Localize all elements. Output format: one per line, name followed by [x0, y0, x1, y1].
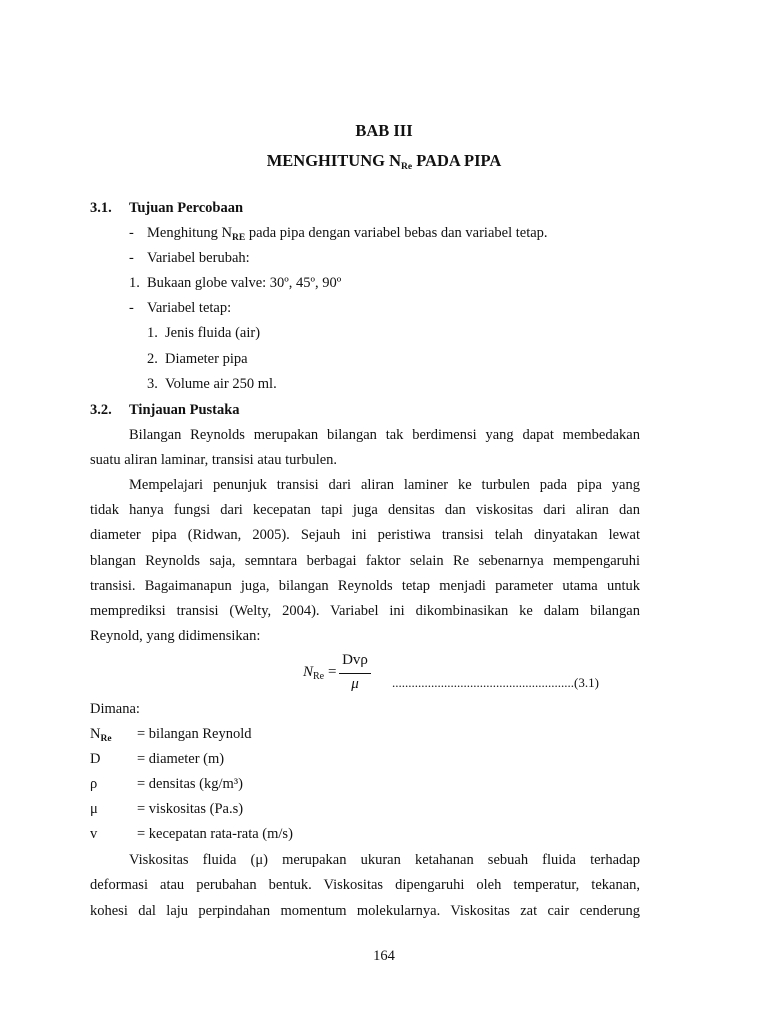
chapter-title: [0, 151, 768, 177]
where-label: Dimana:: [90, 701, 140, 717]
section-3-2-title: Tinjauan Pustaka: [129, 402, 240, 418]
definition-text: = densitas (kg/m³): [137, 776, 243, 792]
equation-number: ........................................................(3.1): [392, 675, 599, 690]
paragraph-line: blangan Reynolds saja, semntara berbagai faktor selain Re sebenarnya mempengaruhi: [90, 553, 640, 569]
chapter-title-pre: MENGHITUNG N: [266, 151, 401, 170]
bullet-dash: -: [129, 300, 134, 316]
list-number: 1.: [147, 325, 158, 341]
paragraph-line: diameter pipa (Ridwan, 2005). Sejauh ini peristiwa transisi telah dinyatakan lewat: [90, 527, 640, 543]
paragraph-line: Viskositas fluida (μ) merupakan ukuran ketahanan sebuah fluida terhadap: [129, 852, 640, 868]
varying-label: Variabel berubah:: [147, 250, 250, 266]
chapter-title-post: PADA PIPA: [412, 151, 502, 170]
page-number: 164: [373, 948, 395, 964]
definition-symbol: μ: [90, 801, 98, 817]
goal-pre: Menghitung N: [147, 225, 232, 241]
fixed-item: Jenis fluida (air): [165, 325, 261, 341]
definition-symbol: ρ: [90, 776, 98, 792]
paragraph-line: deformasi atau perubahan bentuk. Viskositas dipengaruhi oleh temperatur, tekanan,: [90, 877, 640, 893]
list-number: 1.: [129, 275, 140, 291]
paragraph-line: Bilangan Reynolds merupakan bilangan tak berdimensi yang dapat membedakan: [129, 427, 640, 443]
bullet-dash: -: [129, 225, 134, 241]
chapter-label: BAB III: [355, 121, 413, 140]
equation-lhs-symbol: N: [303, 664, 314, 680]
definition-symbol-main: N: [90, 726, 101, 742]
definition-symbol-sub: Re: [100, 734, 112, 744]
chapter-title-sub: Re: [401, 162, 413, 172]
definition-symbol: v: [90, 826, 98, 842]
fixed-label: Variabel tetap:: [147, 300, 232, 316]
paragraph-line: Reynold, yang didimensikan:: [90, 628, 261, 644]
definition-symbol: [90, 724, 112, 749]
definition-text: = kecepatan rata-rata (m/s): [137, 826, 293, 842]
paragraph-line: Mempelajari penunjuk transisi dari aliran laminer ke turbulen pada pipa yang: [129, 477, 640, 493]
equation-numerator: Dvρ: [342, 652, 368, 668]
section-3-2-number: 3.2.: [90, 402, 112, 418]
section-3-1-number: 3.1.: [90, 200, 112, 216]
equation-lhs: [303, 664, 324, 682]
paragraph-line: tidak hanya fungsi dari kecepatan tapi juga densitas dan viskositas dari aliran dan: [90, 502, 640, 518]
varying-item: Bukaan globe valve: 30º, 45º, 90º: [147, 275, 342, 291]
definition-symbol: D: [90, 751, 101, 767]
list-number: 2.: [147, 351, 158, 367]
equation-lhs-sub: Re: [313, 671, 325, 682]
bullet-dash: -: [129, 250, 134, 266]
definition-text: = bilangan Reynold: [137, 726, 252, 742]
paragraph-line: memprediksi transisi (Welty, 2004). Variabel ini dikombinasikan ke dalam bilangan: [90, 603, 640, 619]
paragraph-line: transisi. Bagaimanapun juga, bilangan Reynolds tetap menjadi parameter utama untuk: [90, 578, 640, 594]
goal-sub: RE: [231, 233, 246, 243]
reynolds-equation: [303, 652, 383, 696]
paragraph-line: kohesi dal laju perpindahan momentum molekularnya. Viskositas zat cair cenderung: [90, 903, 640, 919]
definition-text: = viskositas (Pa.s): [137, 801, 244, 817]
list-number: 3.: [147, 376, 158, 392]
section-3-1-title: Tujuan Percobaan: [129, 200, 244, 216]
definition-text: = diameter (m): [137, 751, 225, 767]
goal-post: pada pipa dengan variabel bebas dan variabel tetap.: [245, 225, 548, 241]
equation-denominator: μ: [351, 676, 359, 692]
fraction-bar: [339, 673, 371, 674]
goal-item: [147, 223, 548, 248]
fixed-item: Diameter pipa: [165, 351, 248, 367]
fixed-item: Volume air 250 ml.: [165, 376, 277, 392]
equation-equals: =: [328, 664, 337, 680]
paragraph-line: suatu aliran laminar, transisi atau turbulen.: [90, 452, 338, 468]
